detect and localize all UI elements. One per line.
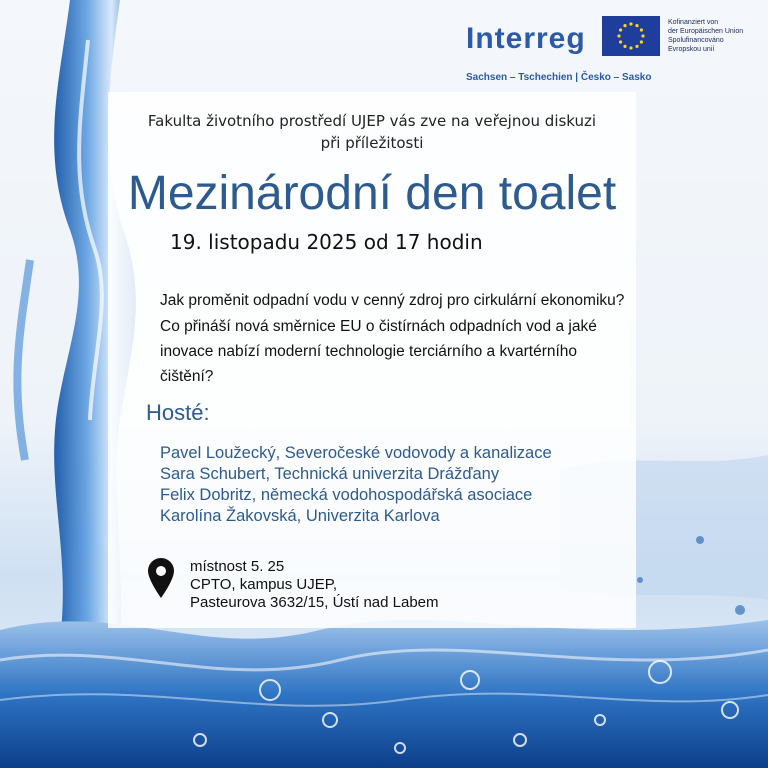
- question-line: Co přináší nová směrnice EU o čistírnách odpadních vod a jaké: [160, 318, 597, 335]
- invitation-intro: Fakulta životního prostředí UJEP vás zve na veřejnou diskuzi: [147, 112, 597, 130]
- event-title: Mezinárodní den toalet: [127, 167, 617, 220]
- venue-building: CPTO, kampus UJEP,: [190, 576, 337, 593]
- guest-item: Felix Dobritz, německá vodohospodářská asociace: [160, 486, 533, 504]
- eu-cofinance-text-line: der Europäischen Union: [668, 28, 744, 35]
- program-region-label: Sachsen – Tschechien | Česko – Sasko: [466, 72, 652, 83]
- venue-address: Pasteurova 3632/15, Ústí nad Labem: [190, 594, 439, 611]
- eu-flag-icon: [602, 16, 660, 56]
- venue-room: místnost 5. 25: [190, 558, 285, 575]
- interreg-logo: Interreg: [466, 22, 586, 55]
- guests-heading: Hosté:: [146, 400, 210, 425]
- eu-cofinance-text-line: Spolufinancováno: [668, 37, 724, 44]
- location-pin-icon: [148, 558, 174, 598]
- eu-cofinance-text-line: Kofinanziert von: [668, 19, 719, 26]
- question-line: inovace nabízí moderní technologie terciárního a kvartérního: [160, 343, 578, 360]
- event-date: 19. listopadu 2025 od 17 hodin: [170, 230, 483, 254]
- guest-item: Karolína Žakovská, Univerzita Karlova: [160, 507, 440, 525]
- question-line: Jak proměnit odpadní vodu v cenný zdroj pro cirkulární ekonomiku?: [160, 292, 625, 309]
- invitation-intro-occasion: při příležitosti: [320, 134, 424, 152]
- guest-item: Sara Schubert, Technická univerzita Drážďany: [160, 465, 500, 483]
- guest-item: Pavel Loužecký, Severočeské vodovody a kanalizace: [160, 444, 552, 462]
- eu-cofinance-text-line: Evropskou unií: [668, 46, 715, 53]
- question-line: čištění?: [160, 368, 214, 385]
